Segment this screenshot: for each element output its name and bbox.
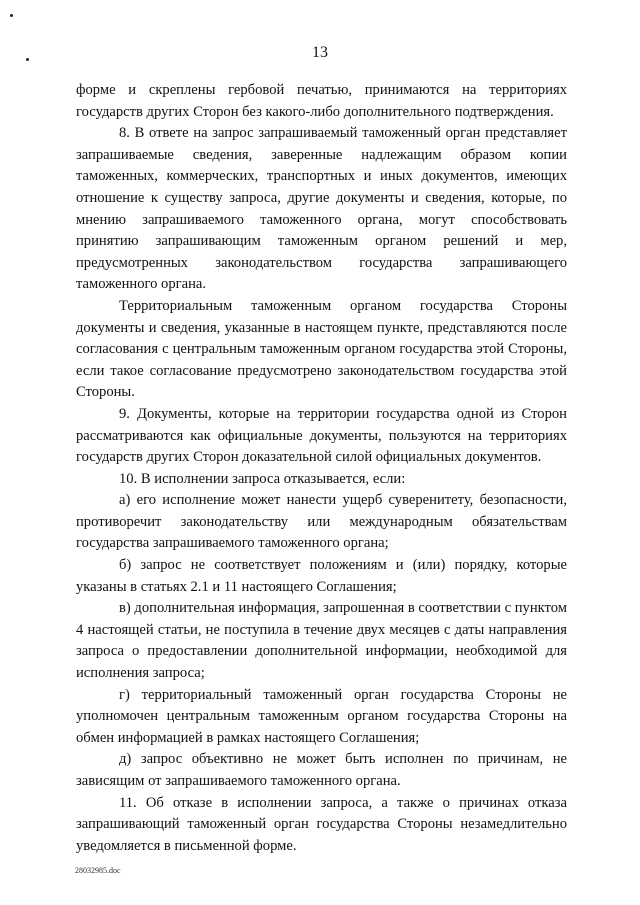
paragraph-clause-10-g: г) территориальный таможенный орган государства Стороны не уполномочен центральным таможенным органом государства Стороны на обмен информацией в рамках настоящего Соглашения; [76,686,567,746]
paragraph-clause-10: 10. В исполнении запроса отказывается, если: [119,470,406,487]
footer-filename: 28032985.doc [75,866,121,875]
scan-speck [10,14,13,17]
paragraph-clause-10-v: в) дополнительная информация, запрошенная в соответствии с пунктом 4 настоящей статьи, не поступила в течение двух месяцев с даты направления запроса о предоставлении дополнительной информации, необходимой для исполнения запроса; [76,600,567,682]
paragraph-continuation: форме и скреплены гербовой печатью, принимаются на территориях государств других Сторон без какого-либо дополнительного подтверждения. [76,82,567,120]
paragraph-clause-10-d: д) запрос объективно не может быть исполнен по причинам, не зависящим от запрашиваемого таможенного органа. [76,751,567,789]
document-body [76,80,567,857]
paragraph-clause-11: 11. Об отказе в исполнении запроса, а также о причинах отказа запрашивающий таможенный орган государства Стороны незамедлительно уведомляется в письменной форме. [76,794,567,854]
paragraph-clause-10-b: б) запрос не соответствует положениям и (или) порядку, которые указаны в статьях 2.1 и 11 настоящего Соглашения; [76,557,567,595]
page-number: 13 [312,44,328,61]
paragraph-clause-8: 8. В ответе на запрос запрашиваемый таможенный орган представляет запрашиваемые сведения, заверенные надлежащим образом копии таможенных, коммерческих, транспортных и иных документов, имеющих отношение к существу запроса, другие документы и сведения, которые, по мнению запрашиваемого таможенного органа, могут способствовать принятию запрашивающим таможенным органом решений и мер, предусмотренных законодательством государства запрашивающего таможенного органа. [76,125,567,293]
paragraph-territorial-authority: Территориальным таможенным органом государства Стороны документы и сведения, указанные в настоящем пункте, представляются после согласования с центральным таможенным органом государства этой Стороны, если такое согласование предусмотрено законодательством государства этой Стороны. [76,297,567,401]
paragraph-clause-9: 9. Документы, которые на территории государства одной из Сторон рассматриваются как официальные документы, пользуются на территориях государств других Сторон доказательной силой официальных документов. [76,405,567,466]
paragraph-clause-10-a: а) его исполнение может нанести ущерб суверенитету, безопасности, противоречит законодательству или международным обязательствам государства запрашиваемого таможенного органа; [76,492,567,552]
